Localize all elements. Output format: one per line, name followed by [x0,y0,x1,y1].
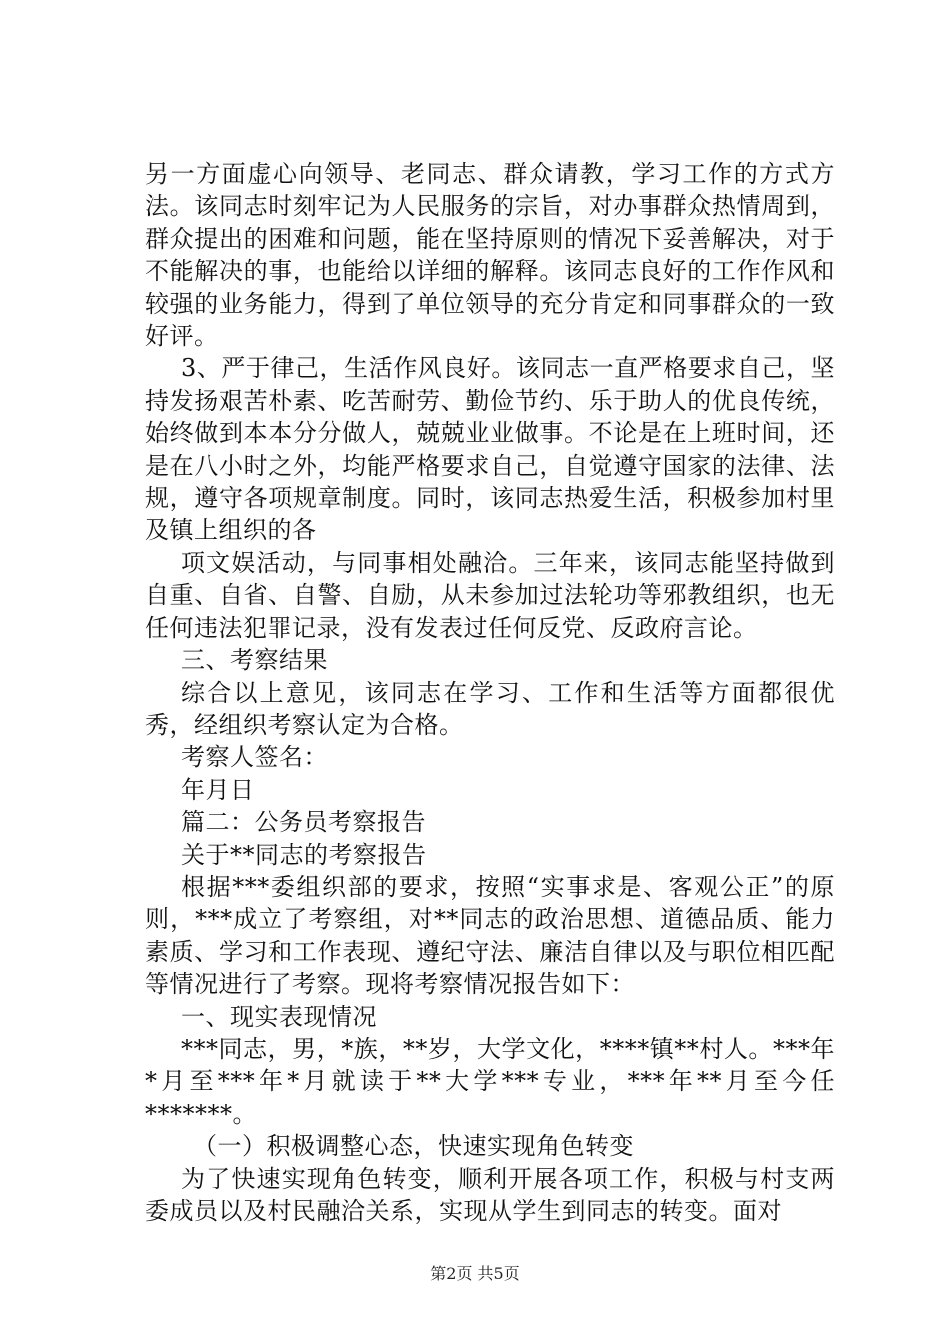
article-two-title: 篇二：公务员考察报告 [181,808,426,837]
paragraph-personal-info: ***同志，男，*族，**岁，大学文化，****镇**村人。***年*月至***年*月就读于**大学***专业，***年**月至今任*******。 [145,1034,835,1128]
subsection-heading-role-change: （一）积极调整心态，快速实现角色转变 [193,1132,634,1161]
paragraph-role-change: 为了快速实现角色转变，顺利开展各项工作，积极与村支两委成员以及村民融洽关系，实现从学生到同志的转变。面对 [145,1164,835,1225]
paragraph-introduction: 根据***委组织部的要求，按照“实事求是、客观公正”的原则，***成立了考察组，对**同志的政治思想、道德品质、能力素质、学习和工作表现、遵纪守法、廉洁自律以及与职位相匹配等情况进行了考察。现将考察情况报告如下： [145,872,835,999]
section-heading-result: 三、考察结果 [181,646,328,675]
paragraph-activities: 项文娱活动，与同事相处融洽。三年来，该同志能坚持做到自重、自省、自警、自励，从未参加过法轮功等邪教组织，也无任何违法犯罪记录，没有发表过任何反党、反政府言论。 [145,548,835,642]
paragraph-conclusion: 综合以上意见，该同志在学习、工作和生活等方面都很优秀，经组织考察认定为合格。 [145,678,835,739]
section-heading-performance: 一、现实表现情况 [181,1002,377,1031]
paragraph-self-discipline: 3、严于律己，生活作风良好。该同志一直严格要求自己，坚持发扬艰苦朴素、吃苦耐劳、勤俭节约、乐于助人的优良传统，始终做到本本分分做人，兢兢业业做事。不论是在上班时间，还是在八小时之外，均能严格要求自己，自觉遵守国家的法律、法规，遵守各项规章制度。同时，该同志热爱生活，积极参加村里及镇上组织的各 [145,354,835,545]
date-line: 年月日 [181,775,255,804]
signature-line: 考察人签名： [181,743,328,772]
paragraph-continued-service: 另一方面虚心向领导、老同志、群众请教，学习工作的方式方法。该同志时刻牢记为人民服务的宗旨，对办事群众热情周到，群众提出的困难和问题，能在坚持原则的情况下妥善解决，对于不能解决的事，也能给以详细的解释。该同志良好的工作作风和较强的业务能力，得到了单位领导的充分肯定和同事群众的一致好评。 [145,160,835,351]
report-title: 关于**同志的考察报告 [181,840,427,869]
document-body [145,158,835,1227]
page-number-footer: 第2页 共5页 [430,1264,520,1283]
